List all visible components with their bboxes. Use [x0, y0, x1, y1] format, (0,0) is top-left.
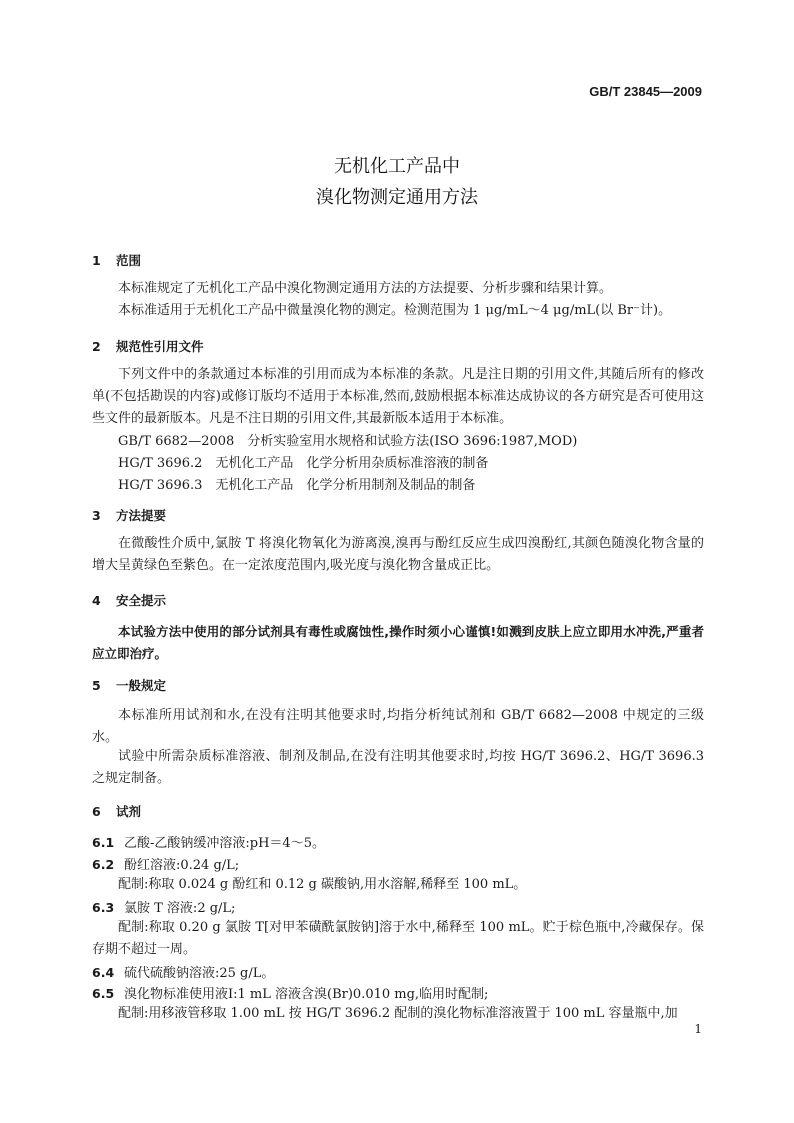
section-4-heading [92, 591, 166, 609]
reagent-text: 硫代硫酸钠溶液:25 g/L。 [124, 966, 275, 981]
reagent-6-3-preparation: 配制:称取 0.20 g 氯胺 T[对甲苯磺酰氯胺钠]溶于水中,稀释至 100 mL。贮于棕色瓶中,冷藏保存。保存期不超过一周。 [92, 920, 704, 957]
document-title-line2: 溴化物测定通用方法 [316, 187, 478, 208]
reagent-text: 溴化物标准使用液Ⅰ:1 mL 溶液含溴(Br)0.010 mg,临用时配制; [124, 987, 489, 1002]
reagent-item-6-4 [92, 962, 274, 981]
section-3-paragraph-1: 在微酸性介质中,氯胺 T 将溴化物氧化为游离溴,溴再与酚红反应生成四溴酚红,其颜色随溴化物含量的增大呈黄绿色至紫色。在一定浓度范围内,吸光度与溴化物含量成正比。 [92, 536, 704, 573]
reagent-item-6-5 [92, 983, 488, 1002]
section-number: 6 [92, 804, 101, 819]
section-5-heading [92, 676, 166, 694]
section-2-heading [92, 337, 204, 355]
reagent-item-6-2 [92, 854, 239, 873]
reference-item: HG/T 3696.2 无机化工产品 化学分析用杂质标准溶液的制备 [118, 456, 489, 471]
section-title: 范围 [116, 253, 142, 268]
section-3-heading [92, 506, 166, 524]
reagent-6-2-preparation: 配制:称取 0.024 g 酚红和 0.12 g 碳酸钠,用水溶解,稀释至 100 mL。 [118, 877, 527, 892]
section-number: 2 [92, 339, 101, 354]
reagent-number: 6.3 [92, 900, 115, 915]
section-1-paragraph-2: 本标准适用于无机化工产品中微量溴化物的测定。检测范围为 1 μg/mL～4 μg/mL(以 Br⁻计)。 [118, 303, 672, 318]
section-title: 一般规定 [116, 678, 167, 693]
section-1-heading [92, 251, 141, 269]
reagent-number: 6.4 [92, 965, 115, 980]
section-6-heading [92, 802, 141, 820]
page-number: 1 [694, 1022, 702, 1036]
reference-item: HG/T 3696.3 无机化工产品 化学分析用制剂及制品的制备 [118, 478, 476, 493]
reagent-text: 乙酸-乙酸钠缓冲溶液:pH＝4～5。 [124, 836, 325, 851]
reagent-number: 6.1 [92, 835, 115, 850]
standard-number: GB/T 23845—2009 [589, 84, 702, 99]
section-number: 5 [92, 678, 101, 693]
section-title: 试剂 [116, 804, 142, 819]
section-2-paragraph-1: 下列文件中的条款通过本标准的引用而成为本标准的条款。凡是注日期的引用文件,其随后所有的修改单(不包括勘误的内容)或修订版均不适用于本标准,然而,鼓励根据本标准达成协议的各方研究是否可使用这些文件的最新版本。凡是不注日期的引用文件,其最新版本适用于本标准。 [92, 367, 704, 426]
section-title: 规范性引用文件 [116, 339, 204, 354]
reagent-number: 6.2 [92, 857, 115, 872]
section-5-paragraph-1: 本标准所用试剂和水,在没有注明其他要求时,均指分析纯试剂和 GB/T 6682—2008 中规定的三级水。 [92, 708, 704, 745]
section-1-paragraph-1: 本标准规定了无机化工产品中溴化物测定通用方法的方法提要、分析步骤和结果计算。 [118, 281, 613, 296]
section-number: 3 [92, 508, 101, 523]
section-number: 1 [92, 253, 101, 268]
section-title: 安全提示 [116, 593, 167, 608]
section-number: 4 [92, 593, 101, 608]
reagent-item-6-3 [92, 897, 235, 916]
reference-item: GB/T 6682—2008 分析实验室用水规格和试验方法(ISO 3696:1987,MOD) [118, 434, 578, 449]
reagent-text: 酚红溶液:0.24 g/L; [124, 858, 240, 873]
section-title: 方法提要 [116, 508, 167, 523]
safety-warning: 本试验方法中使用的部分试剂具有毒性或腐蚀性,操作时须小心谨慎!如溅到皮肤上应立即用水冲洗,严重者应立即治疗。 [92, 624, 704, 661]
reagent-text: 氯胺 T 溶液:2 g/L; [124, 901, 236, 916]
reagent-number: 6.5 [92, 986, 115, 1001]
document-title-line1: 无机化工产品中 [334, 156, 460, 177]
reagent-6-5-preparation: 配制:用移液管移取 1.00 mL 按 HG/T 3696.2 配制的溴化物标准溶液置于 100 mL 容量瓶中,加 [118, 1006, 678, 1021]
reagent-item-6-1 [92, 832, 325, 851]
section-5-paragraph-2: 试验中所需杂质标准溶液、制剂及制品,在没有注明其他要求时,均按 HG/T 3696.2、HG/T 3696.3 之规定制备。 [92, 749, 704, 786]
